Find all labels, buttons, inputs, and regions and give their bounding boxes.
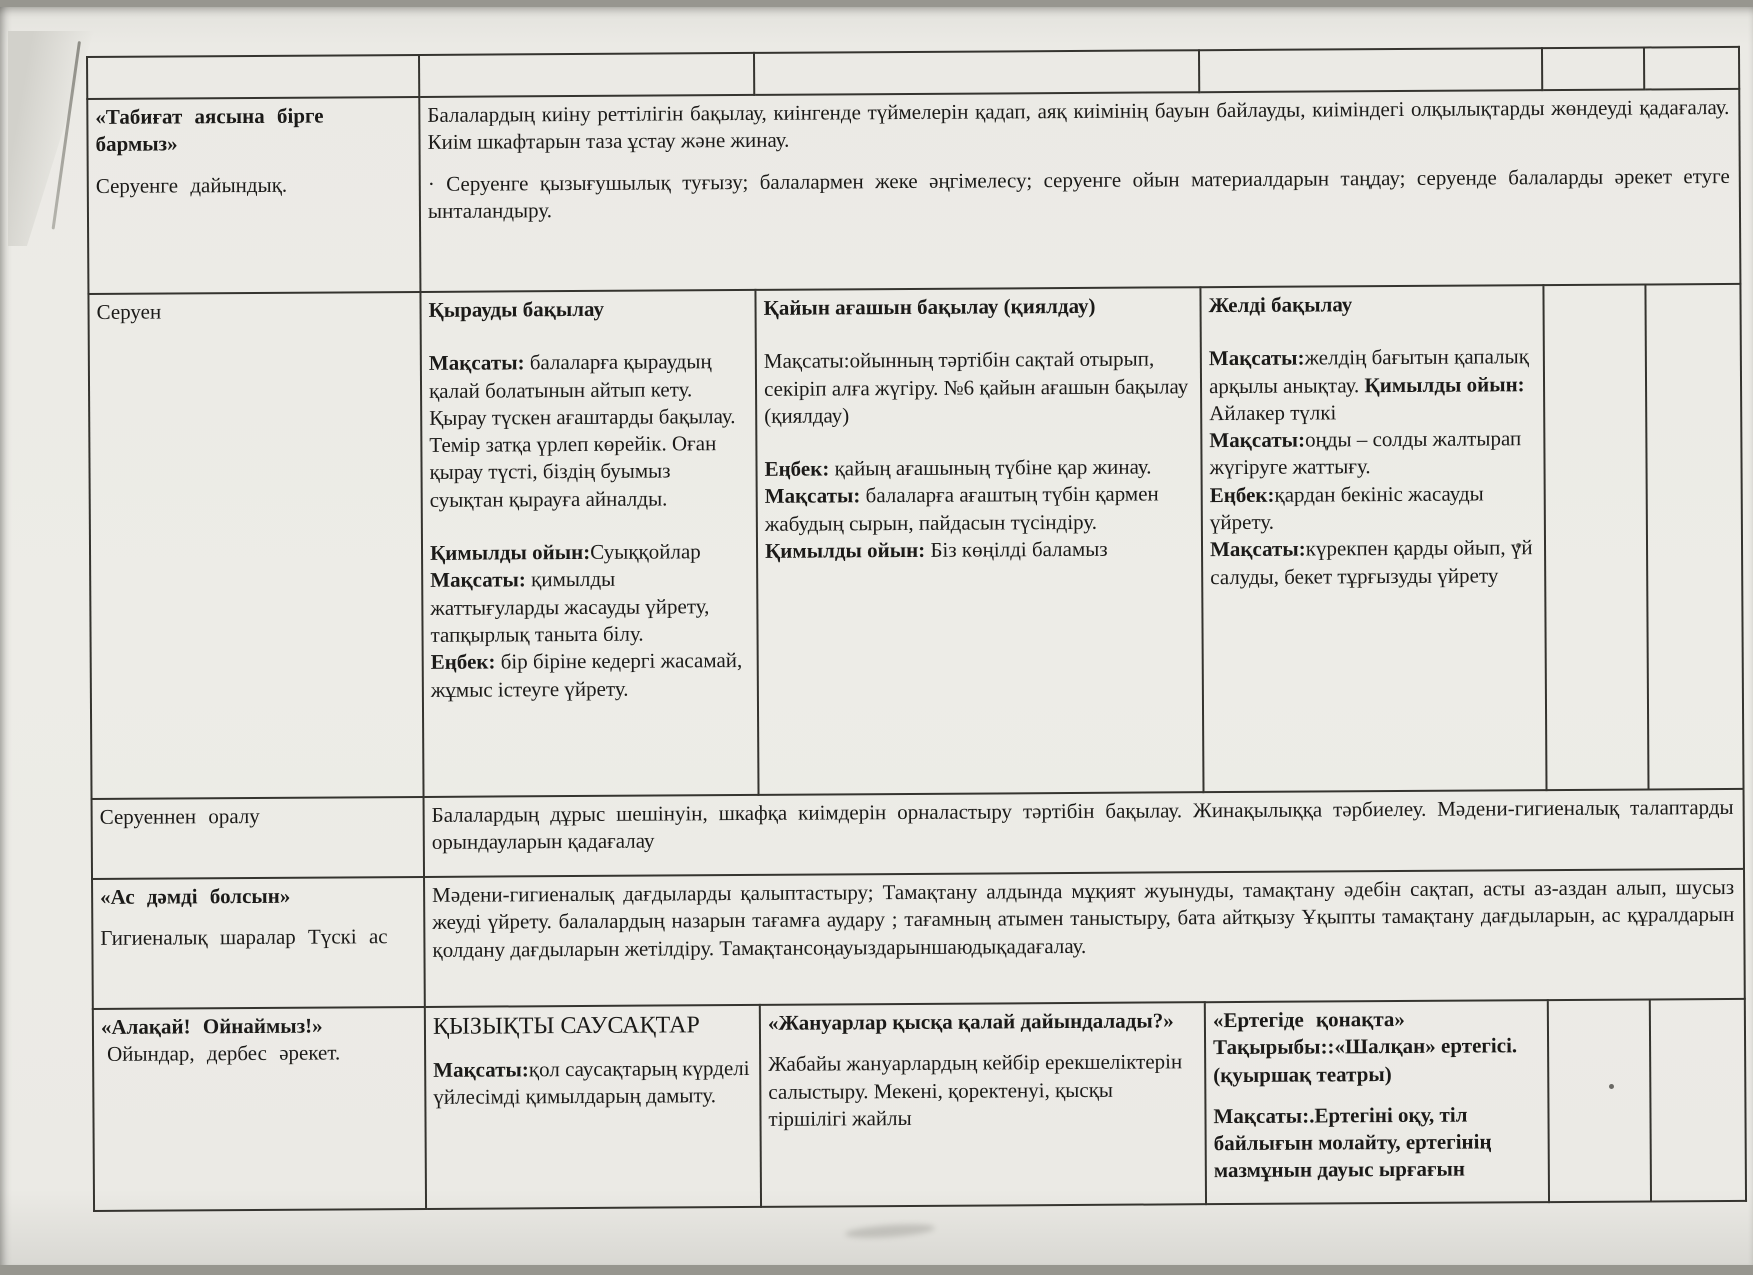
cell-walk-observation-3: [1200, 285, 1546, 792]
table-row: [87, 89, 1740, 294]
goal-paragraph: Мақсаты:.Ертегіні оқу, тіл байлығын молайту, ертегінің мазмұнын дауыс ырғағын: [1213, 1102, 1492, 1183]
body-paragraph: Мәдени-гигиеналық дағдыларды қалыптастыру; Тамақтану алдында мұқият жуынуды, тамақтану әдебін сақтап, асты аз-аздан алып, шусыз жеуді үйрету. балалардың назарын тағамға аудару ; тағамның атымен таныстыру, бата айтқызу Ұқыпты тамақтану дағдыларын, ас құралдарын қолдану дағдыларын жетілдіру. Тамақтансоңауыздарыншаюдықадағалау.: [432, 874, 1735, 962]
activity-title: Серуен: [96, 299, 162, 324]
cell-play-animals: [760, 1002, 1206, 1207]
field-label: Еңбек:: [1209, 482, 1275, 507]
field-text: қол саусақтарың күрделі үйлесімді қимылдарың дамыту.: [433, 1056, 750, 1110]
scan-smudge: [845, 1222, 936, 1240]
field-text: Суыққойлар: [590, 539, 701, 565]
field-label: Мақсаты:: [1208, 345, 1305, 371]
observation-title: Қайын ағашын бақылау (қиялдау): [763, 293, 1096, 320]
cell-prep-label: [87, 97, 420, 294]
field-text: оңды – солды жалтырап жүгіруге жаттығу.: [1209, 426, 1522, 480]
cell-return-label: [92, 797, 424, 879]
field-label: Еңбек:: [430, 649, 496, 675]
empty-cell: [1650, 999, 1746, 1202]
activity-title: «Ас дәмді болсын»: [100, 883, 291, 909]
field-label: Қимылды ойын:: [764, 537, 926, 563]
game-paragraph: [430, 538, 747, 567]
body-paragraph: Балалардың дұрыс шешінуін, шкафқа киімдерін орналастыру тәртібін бақылау. Жинақылыққа тәрбиелеу. Мәдени-гигиеналық талаптарды орындауларын қадағалау: [431, 794, 1734, 855]
field-label: Мақсаты:: [1209, 427, 1306, 453]
table-row: [93, 999, 1746, 1211]
field-label: Мақсаты:: [1209, 536, 1306, 562]
empty-header-cell: [419, 53, 754, 97]
cell-return-body: [424, 789, 1744, 877]
field-text: желдің бағытын қапалық арқылы анықтау.: [1208, 344, 1529, 398]
lesson-plan-table: [86, 46, 1747, 1212]
field-text: Айлакер түлкі: [1209, 400, 1337, 426]
cell-play-fairytale: [1205, 1000, 1549, 1204]
empty-header-cell: [754, 50, 1199, 95]
cell-play-label: [93, 1007, 426, 1211]
table-row: [88, 284, 1743, 799]
activity-subtitle: Серуенге дайындық.: [95, 172, 288, 198]
activity-title: «Алақай! Ойнаймыз!»: [100, 1013, 323, 1039]
goal-paragraph: [429, 348, 747, 514]
empty-cell: [1543, 284, 1648, 790]
cell-walk-observation-1: [420, 290, 758, 797]
field-label: Мақсаты:: [428, 350, 525, 376]
cell-meal-label: [92, 877, 425, 1009]
activity-subtitle: Ойындар, дербес әрекет.: [107, 1040, 341, 1067]
game-paragraph: [765, 535, 1192, 565]
activity-title: «Ертегіде қонақта»: [1212, 1006, 1405, 1033]
field-text: Біз көңілді баламыз: [925, 536, 1108, 562]
field-text: қайың ағашының түбіне қар жинау.: [829, 454, 1152, 481]
goal-paragraph: [1210, 535, 1535, 592]
field-text: балаларға қыраудың қалай болатынын айтып кету. Қырау түскен ағаштарды бақылау. Темір затқа үрлеп көрейік. Оған қырау түсті, біздің буымыз суықтан қырауға айналды.: [428, 349, 736, 512]
activity-title: Серуеннен оралу: [99, 803, 260, 829]
empty-header-cell: [87, 55, 419, 99]
empty-header-cell: [1644, 47, 1739, 90]
empty-cell: [1548, 999, 1651, 1202]
field-text: балаларға ағаштың түбін қармен жабудың сырын, пайдасын түсіндіру.: [764, 481, 1159, 536]
field-label: Қимылды ойын:: [1364, 371, 1525, 397]
labor-paragraph: [1210, 480, 1535, 537]
table-row: [92, 789, 1744, 879]
observation-title: Желді бақылау: [1208, 292, 1353, 318]
field-label: Мақсаты:: [764, 483, 861, 509]
cell-prep-body: [419, 89, 1740, 292]
field-text: күрекпен қарды ойып, үй салуды, бекет тұрғызуды үйрету: [1210, 535, 1533, 589]
empty-header-cell: [1199, 48, 1542, 92]
labor-paragraph: [431, 647, 748, 704]
field-label: Қимылды ойын:: [429, 540, 591, 565]
body-paragraph: · Серуенге қызығушылық туғызу; балалармен жеке әңгімелесу; серуенге ойын материалдарын таңдау; серуенде балаларды әрекет етуге ынталандыру.: [427, 163, 1730, 223]
activity-subtitle: Гигиеналық шаралар Түскі ас: [100, 924, 388, 951]
cell-play-fingers: [425, 1005, 761, 1209]
goal-paragraph: Мақсаты:ойынның тәртібін сақтай отырып, секіріп алға жүгіру. №6 қайын ағашын бақылау (қиялдау): [763, 346, 1189, 428]
goal-paragraph: [430, 565, 747, 649]
cell-meal-body: [424, 869, 1745, 1007]
activity-subtitle: Тақырыбы::«Шалқан» ертегісі. (қуыршақ театры): [1213, 1033, 1518, 1087]
field-text: қардан бекініс жасауды үйрету.: [1209, 481, 1484, 535]
cell-walk-label: [88, 292, 423, 799]
activity-title: ҚЫЗЫҚТЫ САУСАҚТАР: [432, 1012, 700, 1040]
goal-paragraph: [433, 1055, 750, 1112]
field-label: Еңбек:: [764, 456, 830, 482]
field-label: Мақсаты:: [433, 1057, 529, 1083]
empty-header-cell: [1542, 47, 1644, 90]
table-row: [92, 869, 1745, 1009]
observation-title: Қырауды бақылау: [428, 296, 605, 322]
body-paragraph: Балалардың киіну реттілігін бақылау, киінгенде түймелерін қадап, аяқ киімінің бауын байлауды, киіміндегі олқылықтарды жөндеуді қадағалау. Киім шкафтарын таза ұстау және жинау.: [427, 94, 1730, 155]
empty-cell: [1645, 284, 1743, 790]
body-paragraph: Жабайы жануарлардың кейбір ерекшеліктерін салыстыру. Мекені, қоректенуі, қысқы тіршілігі жайлы: [768, 1049, 1183, 1131]
goal-paragraph: [765, 481, 1192, 538]
goal-paragraph: [1209, 425, 1534, 482]
goal-paragraph: [1209, 343, 1534, 427]
field-label: Мақсаты:: [430, 567, 526, 593]
cell-walk-observation-2: [755, 287, 1203, 795]
field-text: бір біріне кедергі жасамай, жұмыс істеуге үйрету.: [430, 648, 743, 702]
activity-title: «Табиғат аясына бірге бармыз»: [95, 103, 324, 157]
activity-title: «Жануарлар қысқа қалай дайындалады?»: [767, 1008, 1174, 1035]
labor-paragraph: [764, 453, 1191, 483]
page-curl-shade: [8, 31, 94, 246]
field-text: қимылды жаттығуларды жасауды үйрету, тапқырлық таныта білу.: [430, 567, 710, 647]
